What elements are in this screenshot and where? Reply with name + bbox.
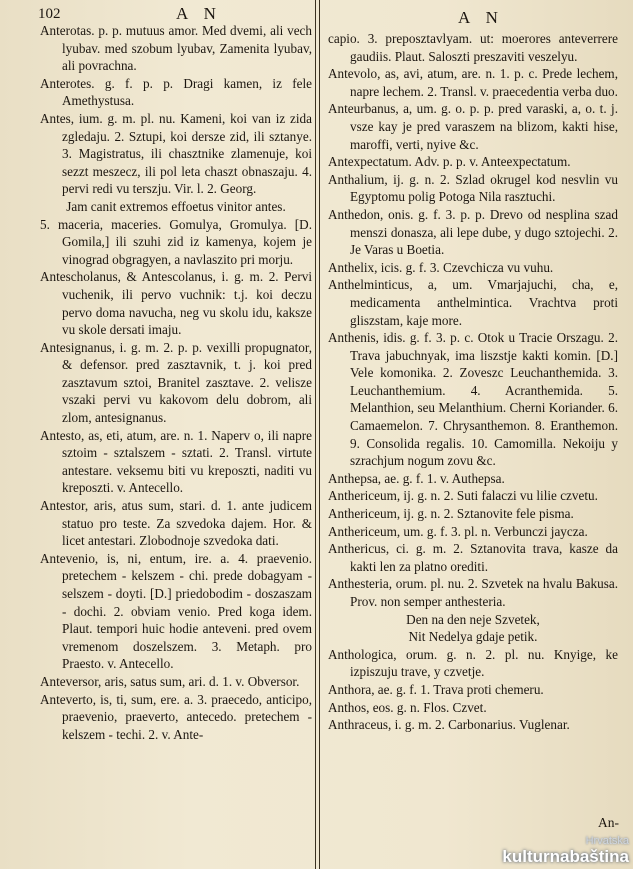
page-number: 102 bbox=[38, 6, 61, 22]
entry-anthericeum-2: Anthericeum, ij. g. n. 2. Sztanovite fele pisma. bbox=[328, 506, 574, 522]
entry-anthora: Anthora, ae. g. f. 1. Trava proti chemeru. bbox=[328, 681, 544, 697]
entry-anthericus: Anthericus, ci. g. m. 2. Sztanovita trava, kasze da kakti len za platno orediti. bbox=[328, 541, 618, 574]
entry-antevenio: Antevenio, is, ni, entum, ire. a. 4. praevenio. pretechem - kelszem - chi. prede dobagyam - selszem - doyti. [D.] priedobodim - doszaszam - dochi. 2. obviam venio. Pred koga idem. Plaut. tempori huic hodie anteveni. pred ovem vremenom doszelszem. 3. Metaph. pro Praesto. v. Antecello. bbox=[40, 550, 312, 672]
entry-antevolo: Antevolo, as, avi, atum, are. n. 1. p. c. Prede lechem, napre lechem. 2. Transl. v. praecedentia verba duo. bbox=[328, 66, 618, 99]
entry-anthenis: Anthenis, idis. g. f. 3. p. c. Otok u Tracie Orszagu. 2. Trava jabuchnyak, ima liszstje kakti komin. [D.] Vele komonika. 2. Zoveszc Leuchanthemida. 3. Leuchanthemium. 4. Acranthemida. 5. Melanthion, seu Melanthium. Cherni Koriander. 6. Camaemelon. 7. Chrysanthemon. 8. Eranthemon. 9. Consolida regalis. 10. Camomilla. Nekoiju y szrachjum nogum zovu &c. bbox=[328, 330, 618, 469]
entry-anteverto: Anteverto, is, ti, sum, ere. a. 3. praecedo, anticipo, praevenio, praeverto, antecedo. pretechem - kelszem - techi. 2. v. Ante- bbox=[40, 691, 312, 742]
running-head-left: A N bbox=[176, 4, 222, 23]
watermark-top: Hrvatska bbox=[585, 835, 629, 847]
entry-capio: capio. 3. preposztavlyam. ut: moerores anteverrere gaudiis. Plaut. Saloszti preszaviti veszelyu. bbox=[328, 31, 618, 64]
running-head-right: A N bbox=[458, 8, 504, 27]
entry-anthedon: Anthedon, onis. g. f. 3. p. p. Drevo od nesplina szad menszi donasza, ali lepe dube, y dugo sztojechi. 2. Je Varas u Boetia. bbox=[328, 206, 618, 258]
entry-anthericeum-1: Anthericeum, ij. g. n. 2. Suti falaczi vu lilie czvetu. bbox=[328, 488, 598, 504]
entry-anthesteria: Anthesteria, orum. pl. nu. 2. Szvetek na hvalu Bakusa. Prov. non semper anthesteria. bbox=[328, 576, 618, 609]
entry-anterotas: Anterotas. p. p. mutuus amor. Med dvemi, ali vech lyubav. med szobum lyubav, Zamenita lyubav, ali povrachna. bbox=[40, 23, 312, 74]
entry-anthericeum-3: Anthericeum, um. g. f. 3. pl. n. Verbunczi jaycza. bbox=[328, 523, 588, 539]
entry-antes: Antes, ium. g. m. pl. nu. Kameni, koi van iz zida zgledaju. 2. Sztupi, koi dersze zid, ili sztanye. 3. Magistratus, ili chasztnike zlamenuje, koi sezzt meszecz, ili pol leta chaszt obnaszaju. 4. pervi redi vu terszju. Vir. l. 2. Georg. bbox=[40, 110, 312, 197]
entry-anterotes: Anterotes. g. f. p. p. Dragi kamen, iz fele Amethystusa. bbox=[40, 75, 312, 109]
catchword: An- bbox=[598, 815, 619, 830]
entry-anthelminticus: Anthelminticus, a, um. Vmarjajuchi, cha, e, medicamenta anthelmintica. Vrachtva proti gliszstam, kaje more. bbox=[328, 277, 618, 328]
verse-quote: Jam canit extremos effoetus vinitor antes. bbox=[66, 198, 286, 214]
watermark-bottom: kulturnabaština bbox=[502, 847, 629, 866]
entry-anthelix: Anthelix, icis. g. f. 3. Czevchicza vu vuhu. bbox=[328, 259, 554, 275]
entry-antestor: Antestor, aris, atus sum, stari. d. 1. ante judicem statuo pro teste. Za szvedoka dajem. Hor. & licet antestari. Zlobodnoje szvedoka dati. bbox=[40, 498, 312, 549]
proverb-line-2: Nit Nedelya gdaje petik. bbox=[408, 629, 538, 645]
watermark-logo bbox=[499, 835, 629, 867]
entry-antesignanus: Antesignanus, i. g. m. 2. p. p. vexilli propugnator, & defensor. pred zasztavnik, t. j. koi pred zasztavum sztoi, Branitel zasztave. 2. velisze vszaki pervi vu kakovom delu dobrom, ali zlom, antesignanus. bbox=[40, 339, 312, 426]
entry-anthraceus: Anthraceus, i. g. m. 2. Carbonarius. Vuglenar. bbox=[328, 717, 570, 733]
entry-anthos: Anthos, eos. g. n. Flos. Czvet. bbox=[328, 699, 487, 715]
entry-anteurbanus: Anteurbanus, a, um. g. o. p. p. pred varaski, a, o. t. j. vsze kay je pred varaszem na blizom, kakti hise, maroffi, verti, nyive &c. bbox=[328, 101, 618, 152]
column-divider bbox=[315, 0, 320, 869]
left-column bbox=[40, 22, 312, 743]
entry-anthalium: Anthalium, ij. g. n. 2. Szlad okrugel kod nesvlin vu Egyptomu polig Potoga Nila rasztuchi. bbox=[328, 171, 618, 205]
proverb-line-1: Den na den neje Szvetek, bbox=[406, 611, 540, 627]
right-column bbox=[328, 30, 618, 734]
entry-antexpectatum: Antexpectatum. Adv. p. p. v. Anteexpectatum. bbox=[328, 154, 571, 170]
entry-anthologica: Anthologica, orum. g. n. 2. pl. nu. Knyige, ke izpiszuju trave, y czvetje. bbox=[328, 646, 618, 680]
entry-maceria: 5. maceria, maceries. Gomulya, Gromulya. [D. Gomila,] ili szuhi zid iz kamenya, kojem je vinograd obgragyen, a navlaszito pri morju. bbox=[40, 216, 312, 267]
entry-anthepsa: Anthepsa, ae. g. f. 1. v. Authepsa. bbox=[328, 470, 505, 486]
entry-antescholanus: Antescholanus, & Antescolanus, i. g. m. 2. Pervi vuchenik, ili pervo vuchnik: t.j. koi deczu pervo doma navucha, neg vu skolu idu, kaksze vu skole dersati imaju. bbox=[40, 269, 312, 338]
entry-anteversor: Anteversor, aris, satus sum, ari. d. 1. v. Obversor. bbox=[40, 673, 300, 689]
entry-antesto: Antesto, as, eti, atum, are. n. 1. Naperv o, ili napre sztoim - sztalszem - sztati. 2. Transl. virtute antestare. veksemu biti vu kreposzti, naditi vu kreposzti. v. Antecello. bbox=[40, 427, 312, 496]
